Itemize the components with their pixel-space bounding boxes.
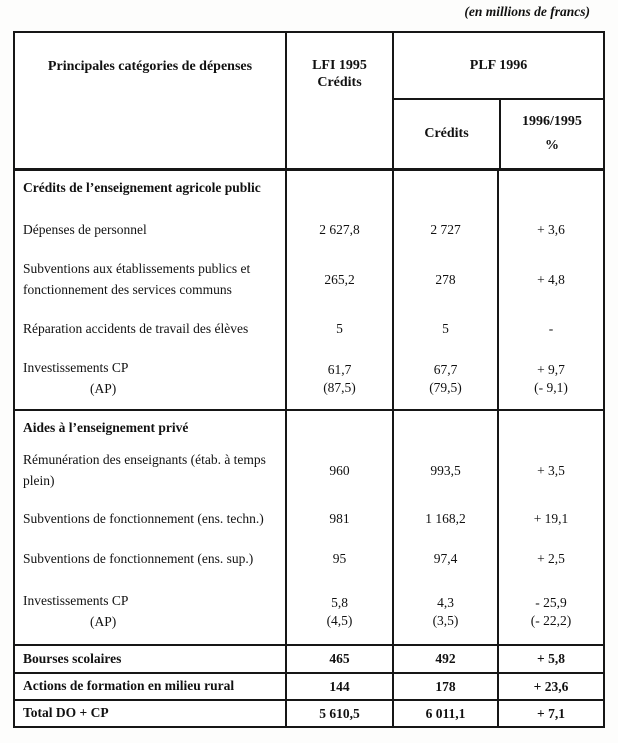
pct-value — [497, 579, 603, 644]
pct-value: + 19,1 — [497, 499, 603, 539]
table-row-subventions-sup — [15, 539, 603, 579]
row-label: Bourses scolaires — [23, 650, 122, 666]
empty-cell — [497, 171, 603, 209]
lfi-value: 265,2 — [285, 251, 392, 309]
lfi-ap: (87,5) — [323, 380, 356, 395]
lfi-value: 2 627,8 — [285, 209, 392, 251]
pct-ap: (- 9,1) — [534, 380, 568, 395]
plf-value — [392, 349, 497, 409]
lfi-value: 95 — [285, 539, 392, 579]
row-label: Subventions de fonctionnement (ens. sup.) — [23, 550, 254, 566]
header-plf-group — [392, 33, 603, 168]
table-row-depenses-personnel — [15, 209, 603, 251]
pct-value: + 5,8 — [497, 646, 603, 672]
plf-ap: (79,5) — [429, 380, 462, 395]
plf-cp: 67,7 — [433, 362, 458, 377]
lfi-value: 960 — [285, 443, 392, 499]
table-row-reparation-accidents — [15, 309, 603, 349]
pct-cp: - 25,9 — [535, 594, 567, 610]
plf-value: 993,5 — [392, 443, 497, 499]
lfi-cp: 5,8 — [331, 594, 348, 610]
pct-value: + 3,6 — [497, 209, 603, 251]
empty-cell — [392, 171, 497, 209]
row-label-ap: (AP) — [90, 381, 117, 396]
pct-value: + 2,5 — [497, 539, 603, 579]
section-label: Aides à l’enseignement privé — [23, 420, 189, 435]
row-label-ap: (AP) — [90, 613, 117, 629]
table-row-investissements-public — [15, 349, 603, 409]
row-label — [15, 579, 285, 644]
section-heading-enseignement-prive — [15, 409, 603, 443]
lfi-ap: (4,5) — [326, 612, 353, 628]
pct-value: + 7,1 — [497, 701, 603, 726]
pct-cp: + 9,7 — [537, 362, 565, 377]
lfi-cp: 61,7 — [327, 362, 352, 377]
empty-cell — [392, 411, 497, 443]
header-sub-credits: Crédits — [424, 126, 469, 141]
header-sub-ratio — [499, 100, 603, 168]
budget-table — [13, 31, 605, 728]
row-label: Rémunération des enseignants (étab. à temps plein) — [23, 452, 266, 488]
row-label: Subventions aux établissements publics et fonctionnement des services communs — [23, 261, 251, 297]
lfi-value: 144 — [285, 674, 392, 699]
plf-value: 1 168,2 — [392, 499, 497, 539]
plf-cp: 4,3 — [437, 594, 454, 610]
plf-value: 97,4 — [392, 539, 497, 579]
table-row-total — [15, 699, 603, 726]
table-row-bourses-scolaires — [15, 644, 603, 672]
pct-value: + 23,6 — [497, 674, 603, 699]
lfi-value: 465 — [285, 646, 392, 672]
table-header — [15, 33, 603, 171]
pct-value: - — [497, 309, 603, 349]
row-label: Dépenses de personnel — [23, 221, 147, 237]
lfi-value: 5 — [285, 309, 392, 349]
pct-value: + 4,8 — [497, 251, 603, 309]
header-lfi-1995 — [285, 33, 392, 168]
pct-value — [497, 349, 603, 409]
plf-value: 278 — [392, 251, 497, 309]
header-plf-subrow — [394, 100, 603, 168]
plf-value — [392, 579, 497, 644]
plf-ap: (3,5) — [432, 612, 459, 628]
lfi-value — [285, 579, 392, 644]
plf-value: 5 — [392, 309, 497, 349]
table-row-subventions-techn — [15, 499, 603, 539]
table-row-subventions-etablissements — [15, 251, 603, 309]
pct-ap: (- 22,2) — [530, 612, 572, 628]
header-categories: Principales catégories de dépenses — [47, 59, 253, 74]
lfi-value — [285, 349, 392, 409]
units-caption: (en millions de francs) — [464, 4, 590, 19]
row-label — [15, 349, 285, 409]
header-lfi-line1: LFI 1995 — [312, 58, 367, 73]
pct-value: + 3,5 — [497, 443, 603, 499]
row-label: Total DO + CP — [23, 705, 109, 721]
section-label: Crédits de l’enseignement agricole public — [23, 180, 261, 195]
lfi-value: 981 — [285, 499, 392, 539]
header-lfi-line2: Crédits — [317, 75, 362, 90]
empty-cell — [285, 171, 392, 209]
lfi-value: 5 610,5 — [285, 701, 392, 726]
plf-value: 6 011,1 — [392, 701, 497, 726]
row-label: Subventions de fonctionnement (ens. techn.) — [23, 510, 264, 526]
row-label-line1: Investissements CP — [23, 360, 129, 376]
table-row-remuneration-enseignants — [15, 443, 603, 499]
empty-cell — [497, 411, 603, 443]
plf-value: 178 — [392, 674, 497, 699]
row-label: Réparation accidents de travail des élèves — [23, 320, 249, 336]
row-label-line1: Investissements CP — [23, 592, 129, 608]
empty-cell — [285, 411, 392, 443]
section-heading-enseignement-public — [15, 171, 603, 209]
plf-value: 2 727 — [392, 209, 497, 251]
table-row-actions-formation — [15, 672, 603, 699]
plf-value: 492 — [392, 646, 497, 672]
header-ratio-unit: % — [545, 138, 559, 153]
table-row-investissements-prive — [15, 579, 603, 644]
row-label: Actions de formation en milieu rural — [23, 678, 235, 694]
header-ratio-label: 1996/1995 — [522, 114, 582, 129]
header-plf-1996: PLF 1996 — [394, 33, 603, 100]
